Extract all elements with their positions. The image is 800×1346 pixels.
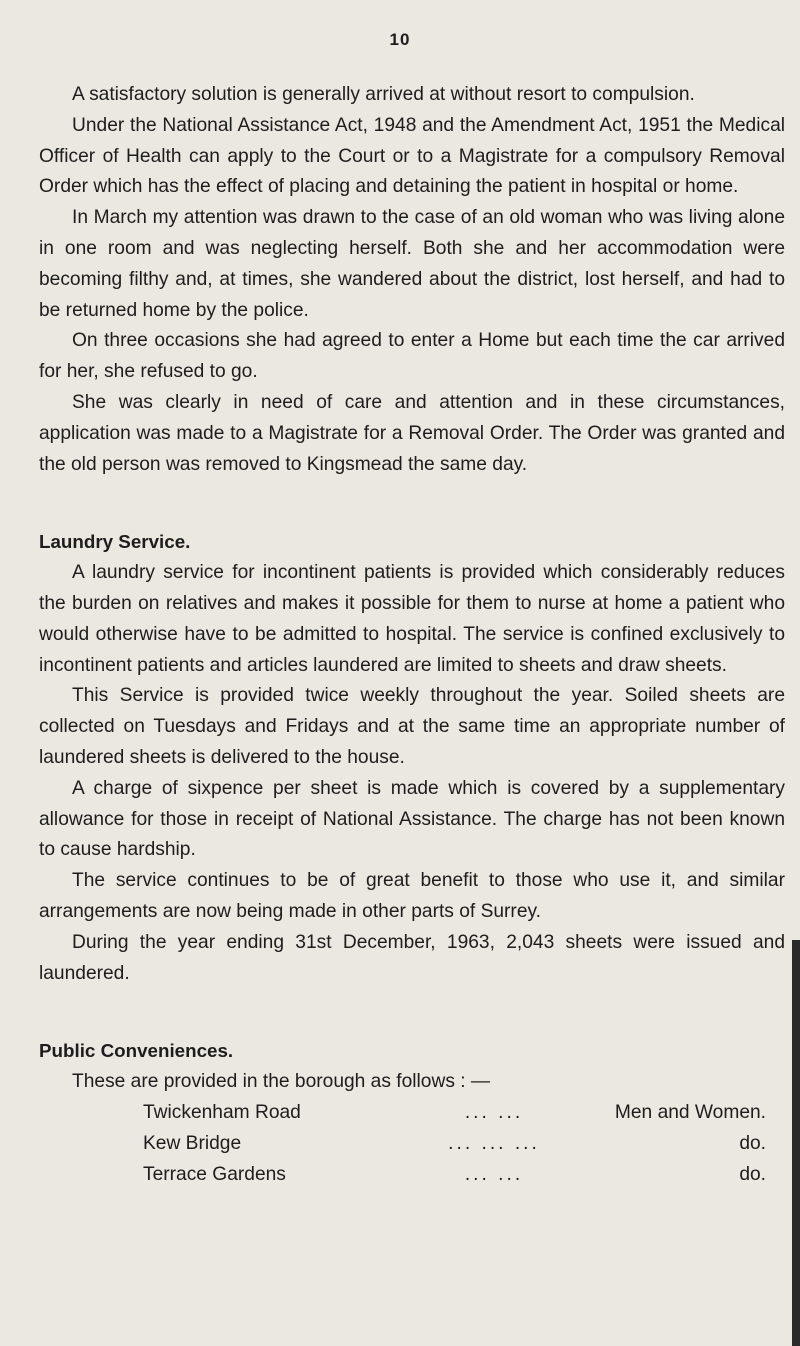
paragraph-conveniences-intro: These are provided in the borough as follows : — — [72, 1071, 491, 1093]
page-content — [39, 80, 785, 1190]
list-item — [143, 1160, 766, 1191]
convenience-location: Kew Bridge — [143, 1132, 242, 1154]
page-number: 10 — [389, 30, 411, 49]
convenience-provision: Men and Women. — [614, 1101, 766, 1123]
convenience-provision: do. — [739, 1132, 766, 1154]
page-edge-shadow — [792, 940, 800, 1346]
paragraph-national-assistance-act: Under the National Assistance Act, 1948 and the Amendment Act, 1951 the Medical Officer of Health can apply to the Court or to a Magistrate for a compulsory Removal Order which has the effect of placing and detaining the patient in hospital or home. — [39, 114, 785, 198]
list-item — [143, 1129, 766, 1160]
paragraph-laundry-service: A laundry service for incontinent patients is provided which considerably reduces the burden on relatives and makes it possible for them to nurse at home a patient who would otherwise have to be admitted to hospital. The service is confined exclusively to incontinent patients and articles laundered are limited to sheets and draw sheets. — [39, 562, 785, 676]
leader-dots: ... ... — [464, 1163, 524, 1185]
paragraph-removal-order: She was clearly in need of care and attention and in these circumstances, application was made to a Magistrate for a Removal Order. The Order was granted and the old person was removed to Kingsmead the same day. — [39, 391, 785, 475]
convenience-location: Twickenham Road — [143, 1101, 301, 1123]
paragraph-laundry-statistics: During the year ending 31st December, 1963, 2,043 sheets were issued and laundered. — [39, 931, 785, 984]
convenience-location: Terrace Gardens — [143, 1163, 286, 1185]
paragraph-laundry-charge: A charge of sixpence per sheet is made which is covered by a supplementary allowance for those in receipt of National Assistance. The charge has not been known to cause hardship. — [39, 777, 785, 861]
paragraph-laundry-schedule: This Service is provided twice weekly throughout the year. Soiled sheets are collected on Tuesdays and Fridays and at the same time an appropriate number of laundered sheets is delivered to the house. — [39, 685, 785, 768]
paragraph-laundry-benefit: The service continues to be of great benefit to those who use it, and similar arrangements are now being made in other parts of Surrey. — [39, 870, 785, 922]
leader-dots: ... ... ... — [448, 1132, 540, 1154]
paragraph-three-occasions: On three occasions she had agreed to enter a Home but each time the car arrived for her, she refused to go. — [39, 330, 785, 383]
conveniences-list — [143, 1098, 766, 1190]
leader-dots: ... ... — [464, 1101, 524, 1123]
convenience-provision: do. — [739, 1163, 766, 1185]
list-item — [143, 1098, 766, 1129]
paragraph-old-woman-case: In March my attention was drawn to the case of an old woman who was living alone in one room and was neglecting herself. Both she and her accommodation were becoming filthy and, at times, she wandered about the district, lost herself, and had to be returned home by the police. — [39, 207, 785, 321]
laundry-service-heading: Laundry Service. — [39, 531, 191, 553]
public-conveniences-heading: Public Conveniences. — [39, 1040, 234, 1062]
paragraph-compulsion: A satisfactory solution is generally arrived at without resort to compulsion. — [72, 84, 695, 105]
